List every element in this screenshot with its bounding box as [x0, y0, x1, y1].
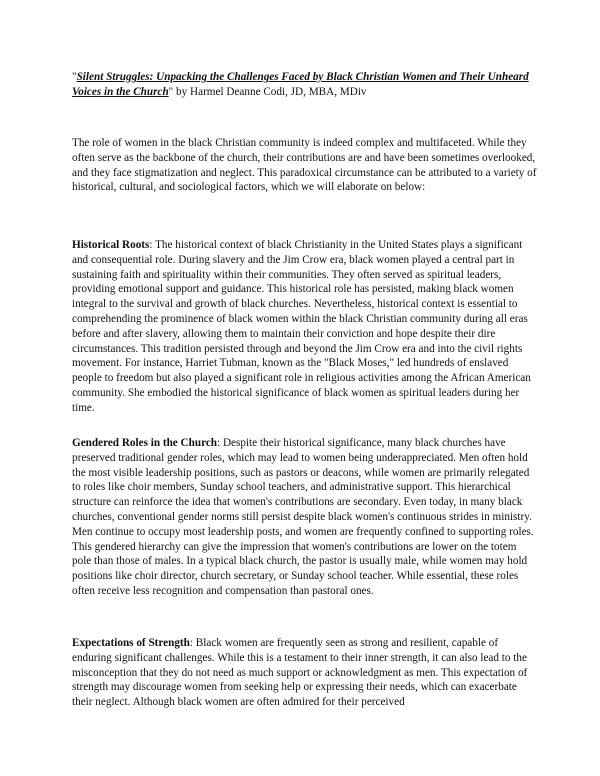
section-gendered-roles — [72, 436, 538, 599]
section-text: : The historical context of black Christianity in the United States plays a significant and consequential role. During slavery and the Jim Crow era, black women played a central part in sustaining faith and spirituality within their communities. They often served as spiritual leaders, providing emotional support and guidance. This historical role has persisted, making black women integral to the survival and growth of black churches. Nevertheless, historical context is essential to comprehending the prominence of black women within the black Christian community during all eras before and after slavery, allowing them to maintain their conviction and hope despite their dire circumstances. This tradition persisted through and beyond the Jim Crow era and into the civil rights movement. For instance, Harriet Tubman, known as the "Black Moses," led hundreds of enslaved people to freedom but also played a significant role in religious activities among the African American community. She embodied the historical significance of black women as spiritual leaders during her time. — [72, 239, 531, 414]
section-heading: Historical Roots — [72, 239, 150, 251]
title-open-quote: " — [72, 71, 77, 83]
intro-paragraph: The role of women in the black Christian community is indeed complex and multifaceted. While they often serve as the backbone of the church, their contributions are and have been sometimes overlooked, and they face stigmatization and neglect. This paradoxical circumstance can be attributed to a variety of historical, cultural, and sociological factors, which we will elaborate on below: — [72, 137, 537, 194]
document-title-block — [72, 70, 542, 100]
section-historical-roots — [72, 238, 538, 416]
section-heading: Expectations of Strength — [72, 637, 190, 649]
section-text: : Despite their historical significance, many black churches have preserved traditional gender roles, which may lead to women being underappreciated. Men often hold the most visible leadership positions, such as pastors or deacons, while women are primarily relegated to roles like choir members, Sunday school teachers, and administrative support. This hierarchical structure can reinforce the idea that women's contributions are secondary. Even today, in many black churches, conventional gender norms still persist despite black women's continuous strides in ministry. Men continue to occupy most leadership posts, and women are frequently confined to supporting roles. This gendered hierarchy can give the impression that women's contributions are lower on the totem pole than those of males. In a typical black church, the pastor is usually male, while women may hold positions like choir director, church secretary, or Sunday school teacher. While essential, these roles often receive less recognition and compensation than pastoral ones. — [72, 437, 534, 597]
section-text: : Black women are frequently seen as strong and resilient, capable of enduring significant challenges. While this is a testament to their inner strength, it can also lead to the misconception that they do not need as much support or acknowledgment as men. This expectation of strength may discourage women from seeking help or expressing their needs, which can exacerbate their neglect. Although black women are often admired for their perceived — [72, 637, 528, 709]
section-expectations-of-strength — [72, 636, 538, 710]
section-heading: Gendered Roles in the Church — [72, 437, 218, 449]
document-title: Silent Struggles: Unpacking the Challenges Faced by Black Christian Women and Their Unheard Voices in the Church — [72, 71, 529, 98]
title-close-quote: " — [168, 85, 174, 98]
author-byline: by Harmel Deanne Codi, JD, MBA, MDiv — [173, 85, 367, 98]
